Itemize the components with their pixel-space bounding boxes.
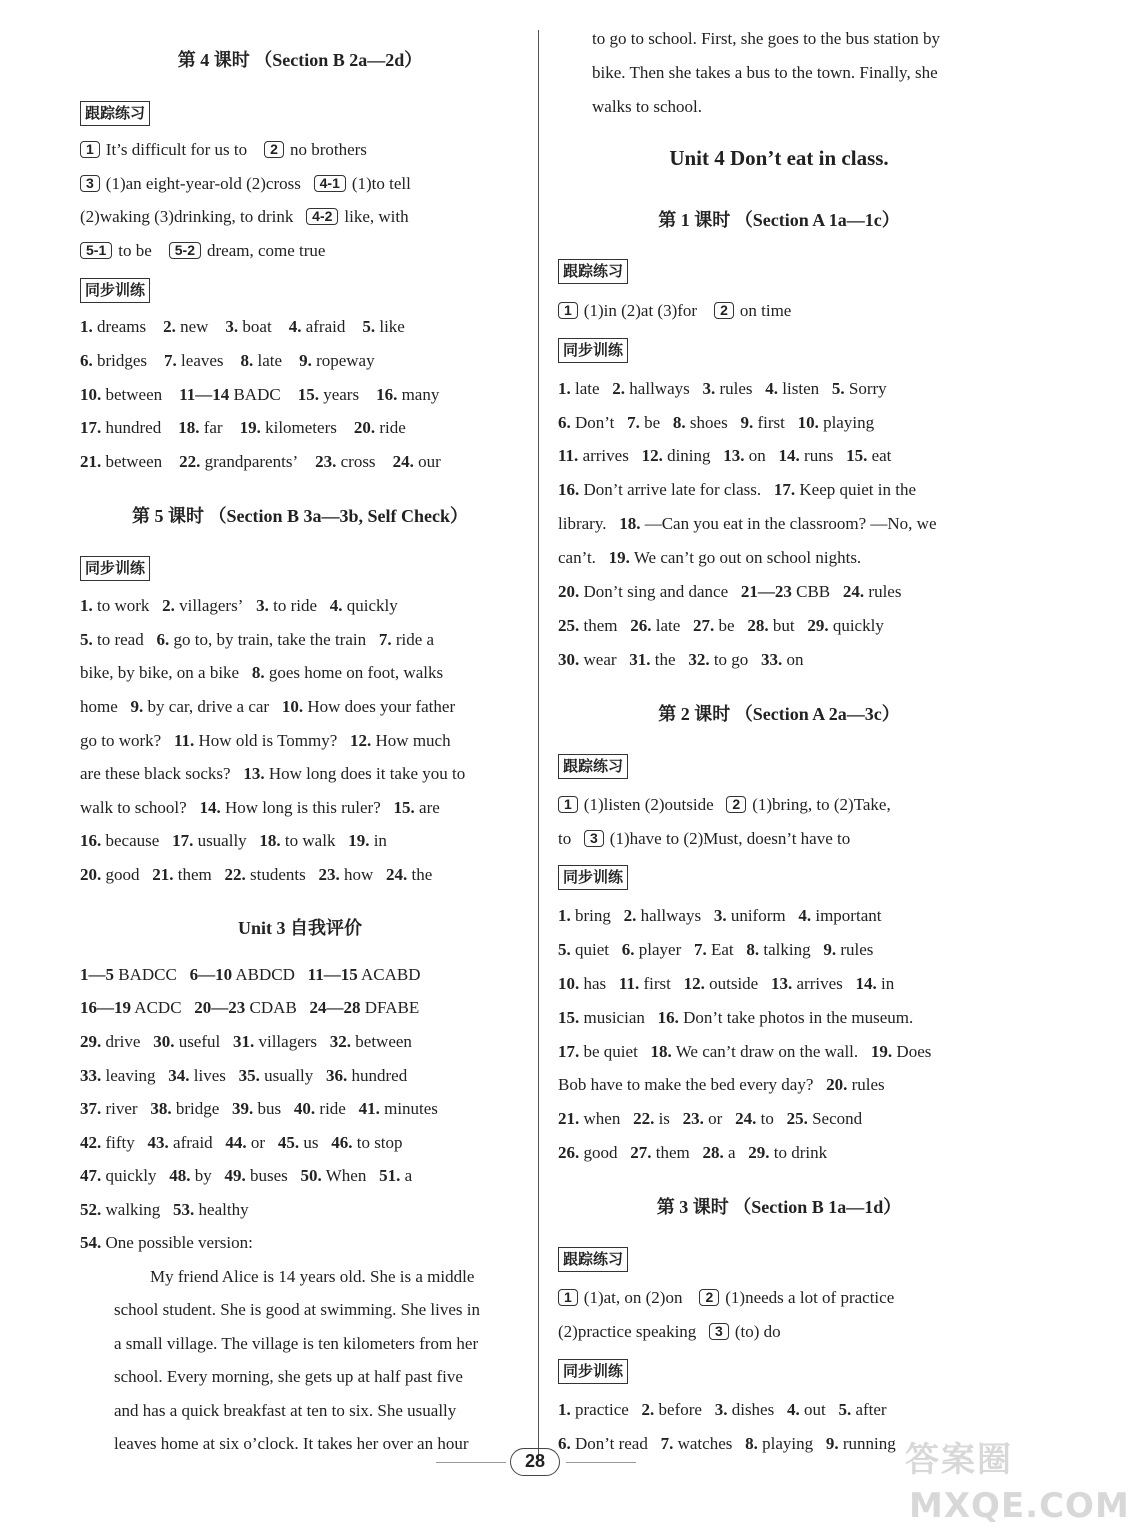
item-number: 24. (386, 865, 408, 884)
answer-line (80, 350, 375, 372)
item-number: 24. (842, 582, 865, 601)
item-number: 31. (629, 650, 651, 669)
answer-line (558, 794, 891, 816)
item-number: 23. (318, 865, 340, 884)
item-number: 12. (641, 446, 663, 465)
answer-line (558, 828, 850, 850)
item-number: 12. (683, 974, 705, 993)
item-number: 10. (797, 413, 819, 432)
item-number: 47. (80, 1166, 102, 1185)
answer-text: ropeway (316, 351, 375, 370)
column-divider (538, 30, 539, 1460)
item-number: 18. (178, 418, 200, 437)
item-number: 11—14 (179, 385, 230, 404)
answer-line (80, 173, 411, 195)
answer-text: like (379, 317, 405, 336)
item-number: 24. (392, 452, 414, 471)
essay-line: walks to school. (592, 97, 703, 116)
item-number: 16. (80, 831, 102, 850)
answer-text: many (401, 385, 440, 404)
item-number: 48. (169, 1166, 191, 1185)
answer-line (80, 417, 406, 439)
item-number: 5. (362, 317, 376, 336)
item-number: 5. (838, 1400, 852, 1419)
item-number: 29. (748, 1143, 770, 1162)
item-number: 20. (80, 865, 102, 884)
item-number: 19. (608, 548, 630, 567)
answer-line: 5. to read 6. go to, by train, take the train 7. ride a (80, 630, 435, 649)
item-number: 22. (633, 1109, 655, 1128)
answer-text: our (418, 452, 441, 471)
item-number-box: 2 (699, 1289, 719, 1306)
item-number: 1. (558, 1400, 571, 1419)
answer-line: 54. One possible version: (80, 1233, 253, 1252)
answer-text: bridges (97, 351, 148, 370)
answer-line (80, 316, 405, 338)
item-number: 49. (224, 1166, 246, 1185)
answer-line: 1—5 BADCC 6—10 ABDCD 11—15 ACABD (80, 965, 421, 984)
item-number: 22. (179, 452, 201, 471)
answer-text: new (180, 317, 209, 336)
answer-text: (1)have to (2)Must, doesn’t have to (609, 829, 851, 848)
lesson-4-heading: 第 4 课时 （Section B 2a—2d） (177, 50, 423, 70)
item-number: 10. (80, 385, 102, 404)
answer-line: 16—19 ACDC 20—23 CDAB 24—28 DFABE (80, 998, 420, 1017)
answer-line: home 9. by car, drive a car 10. How does your father (80, 697, 456, 716)
item-number: 15. (393, 798, 415, 817)
answer-text: years (323, 385, 360, 404)
answer-text: hundred (105, 418, 162, 437)
item-number: 29. (807, 616, 829, 635)
item-number: 23. (315, 452, 337, 471)
answer-line: 15. musician 16. Don’t take photos in the museum. (558, 1008, 914, 1027)
answer-text: between (105, 385, 163, 404)
answer-text: no brothers (289, 140, 367, 159)
answer-line (558, 1321, 781, 1343)
item-number: 24—28 (309, 998, 361, 1017)
answer-line: 17. be quiet 18. We can’t draw on the wall. 19. Does (558, 1042, 932, 1061)
item-number: 5. (831, 379, 845, 398)
item-number: 40. (293, 1099, 316, 1118)
item-number: 3. (225, 317, 239, 336)
item-number: 30. (558, 650, 580, 669)
answer-line: 1. bring 2. hallways 3. uniform 4. important (558, 906, 882, 925)
item-number-box: 2 (726, 796, 746, 813)
item-number: 32. (329, 1032, 352, 1051)
answer-line: bike, by bike, on a bike 8. goes home on foot, walks (80, 663, 444, 682)
unit-4-title: Unit 4 Don’t eat in class. (669, 146, 889, 170)
answer-line: library. 18. —Can you eat in the classroom? —No, we (558, 514, 937, 533)
answer-text: (1)at, on (2)on (583, 1288, 683, 1307)
answer-line: 30. wear 31. the 32. to go 33. on (558, 650, 804, 669)
tag-tracking-practice: 跟踪练习 (558, 1247, 628, 1272)
item-number: 15. (846, 446, 868, 465)
answer-line (558, 1287, 894, 1309)
item-number: 51. (379, 1166, 401, 1185)
item-number: 28. (747, 616, 769, 635)
answer-line: 21. when 22. is 23. or 24. to 25. Second (558, 1109, 863, 1128)
answer-text: kilometers (265, 418, 337, 437)
answer-line: 37. river 38. bridge 39. bus 40. ride 41. minutes (80, 1099, 438, 1118)
item-number: 14. (855, 974, 877, 993)
item-number: 9. (299, 351, 312, 370)
item-number: 6. (621, 940, 635, 959)
item-number: 35. (238, 1066, 260, 1085)
item-number: 46. (331, 1133, 353, 1152)
item-number: 27. (630, 1143, 652, 1162)
answer-line: can’t. 19. We can’t go out on school nights. (558, 548, 862, 567)
essay-line: My friend Alice is 14 years old. She is a middle (150, 1267, 475, 1286)
item-number: 3. (256, 596, 269, 615)
item-number: 37. (80, 1099, 102, 1118)
item-number: 8. (251, 663, 265, 682)
answer-text: BADC (233, 385, 281, 404)
tag-sync-training: 同步训练 (558, 338, 628, 363)
tag-tracking-practice: 跟踪练习 (558, 754, 628, 779)
answer-text: dreams (97, 317, 147, 336)
item-number: 18. (619, 514, 641, 533)
item-number: 12. (350, 731, 372, 750)
item-number: 16—19 (80, 998, 131, 1017)
lesson-2-heading: 第 2 课时 （Section A 2a—3c） (658, 704, 900, 724)
item-number: 21. (558, 1109, 580, 1128)
item-number-box: 1 (80, 141, 100, 158)
answer-text: far (203, 418, 223, 437)
item-number: 24. (735, 1109, 757, 1128)
answer-line (558, 300, 791, 322)
item-number: 26. (630, 616, 652, 635)
item-number: 22. (224, 865, 246, 884)
item-number: 25. (558, 616, 580, 635)
answer-text: leaves (181, 351, 224, 370)
item-number: 4. (329, 596, 343, 615)
item-number: 6. (558, 1434, 571, 1453)
item-number: 20. (558, 582, 580, 601)
answer-line: 52. walking 53. healthy (80, 1200, 249, 1219)
answer-line: 20. Don’t sing and dance 21—23 CBB 24. rules (558, 582, 902, 601)
item-number: 20. (826, 1075, 848, 1094)
answer-line: are these black socks? 13. How long does it take you to (80, 764, 466, 783)
item-number: 18. (650, 1042, 672, 1061)
item-number-box: 4-2 (306, 208, 338, 225)
item-number-box: 2 (714, 302, 734, 319)
tag-tracking-practice: 跟踪练习 (80, 101, 150, 126)
page-number: 28 (510, 1448, 560, 1476)
answer-line (80, 384, 439, 406)
item-number: 41. (358, 1099, 380, 1118)
item-number: 8. (672, 413, 686, 432)
item-number-box: 3 (80, 175, 100, 192)
answer-text: (1)to tell (351, 174, 411, 193)
item-number: 39. (232, 1099, 254, 1118)
item-number: 8. (240, 351, 254, 370)
item-number: 11. (618, 974, 640, 993)
answer-text: afraid (305, 317, 346, 336)
tag-sync-training: 同步训练 (558, 865, 628, 890)
item-number: 16. (558, 480, 580, 499)
item-number: 14. (199, 798, 221, 817)
item-number: 9. (740, 413, 754, 432)
item-number: 10. (281, 697, 304, 716)
watermark-text: 答案圈 (905, 1440, 1013, 1480)
answer-text: boat (242, 317, 272, 336)
item-number: 2. (641, 1400, 655, 1419)
item-number: 6. (558, 413, 571, 432)
item-number-box: 5-2 (169, 242, 201, 259)
item-number-box: 5-1 (80, 242, 112, 259)
answer-text: (1)in (2)at (3)for (583, 301, 698, 320)
item-number: 11. (173, 731, 195, 750)
item-number: 2. (163, 317, 176, 336)
item-number: 45. (277, 1133, 300, 1152)
answer-text: (1)bring, to (2)Take, (752, 795, 891, 814)
item-number: 2. (612, 379, 626, 398)
essay-line: leaves home at six o’clock. It takes her over an hour (114, 1434, 469, 1453)
answer-text: to be (118, 241, 152, 260)
lesson-5-heading: 第 5 课时 （Section B 3a—3b, Self Check） (131, 506, 468, 526)
answer-line (80, 240, 325, 262)
answer-line: 11. arrives 12. dining 13. on 14. runs 15. eat (558, 446, 892, 465)
item-number: 44. (225, 1133, 247, 1152)
item-number: 15. (297, 385, 319, 404)
lesson-3-heading: 第 3 课时 （Section B 1a—1d） (656, 1197, 902, 1217)
item-number: 6—10 (189, 965, 233, 984)
answer-text: (1)needs a lot of practice (725, 1288, 895, 1307)
item-number: 7. (660, 1434, 674, 1453)
answer-text: like, with (344, 207, 409, 226)
answer-line: 42. fifty 43. afraid 44. or 45. us 46. to stop (80, 1133, 403, 1152)
answer-line: 1. late 2. hallways 3. rules 4. listen 5. Sorry (558, 379, 887, 398)
item-number: 2. (162, 596, 175, 615)
answer-line: 6. Don’t read 7. watches 8. playing 9. running (558, 1434, 896, 1453)
essay-line: bike. Then she takes a bus to the town. Finally, she (592, 63, 938, 82)
item-number: 43. (147, 1133, 169, 1152)
essay-line: to go to school. First, she goes to the bus station by (592, 29, 941, 48)
tag-sync-training: 同步训练 (80, 556, 150, 581)
item-number-box: 3 (709, 1323, 729, 1340)
item-number: 38. (150, 1099, 172, 1118)
item-number: 50. (300, 1166, 322, 1185)
item-number: 3. (702, 379, 716, 398)
item-number: 28. (702, 1143, 724, 1162)
item-number: 2. (623, 906, 637, 925)
answer-line: 16. because 17. usually 18. to walk 19. in (80, 831, 387, 850)
item-number: 9. (825, 1434, 839, 1453)
answer-text: dream, come true (207, 241, 326, 260)
answer-line: 1. practice 2. before 3. dishes 4. out 5. after (558, 1400, 887, 1419)
essay-line: and has a quick breakfast at ten to six. She usually (114, 1401, 457, 1420)
tag-tracking-practice: 跟踪练习 (558, 259, 628, 284)
item-number: 7. (164, 351, 177, 370)
item-number: 11. (558, 446, 579, 465)
item-number: 19. (348, 831, 370, 850)
answer-line: 1. to work 2. villagers’ 3. to ride 4. quickly (80, 596, 398, 615)
item-number: 11—15 (307, 965, 358, 984)
answer-line: go to work? 11. How old is Tommy? 12. How much (80, 731, 451, 750)
item-number: 52. (80, 1200, 102, 1219)
item-number: 18. (259, 831, 281, 850)
page-number-ornament-left (436, 1462, 506, 1463)
item-number: 6. (80, 351, 93, 370)
answer-line (80, 451, 441, 473)
answer-line: 5. quiet 6. player 7. Eat 8. talking 9. rules (558, 940, 874, 959)
item-number-box: 2 (264, 141, 284, 158)
item-number: 25. (786, 1109, 808, 1128)
item-number: 3. (714, 1400, 728, 1419)
item-number: 15. (558, 1008, 580, 1027)
item-number: 26. (558, 1143, 580, 1162)
item-number: 21. (152, 865, 174, 884)
item-number: 53. (173, 1200, 195, 1219)
item-number: 19. (239, 418, 261, 437)
item-number: 54. (80, 1233, 102, 1252)
item-number: 4. (786, 1400, 800, 1419)
item-number: 3. (713, 906, 727, 925)
item-number: 1. (558, 379, 571, 398)
item-number-box: 1 (558, 1289, 578, 1306)
item-number: 7. (627, 413, 640, 432)
item-number: 17. (558, 1042, 580, 1061)
answer-line: Bob have to make the bed every day? 20. rules (558, 1075, 885, 1094)
answer-text: ride (379, 418, 406, 437)
item-number: 4. (798, 906, 812, 925)
item-number: 30. (153, 1032, 175, 1051)
answer-text: (to) do (734, 1322, 781, 1341)
item-number: 42. (80, 1133, 102, 1152)
answer-line: 26. good 27. them 28. a 29. to drink (558, 1143, 828, 1162)
answer-line: 33. leaving 34. lives 35. usually 36. hundred (80, 1066, 408, 1085)
answer-text: (2)waking (3)drinking, to drink (80, 207, 294, 226)
item-number: 19. (870, 1042, 893, 1061)
essay-line: school student. She is good at swimming. She lives in (114, 1300, 480, 1319)
essay-line: school. Every morning, she gets up at half past five (114, 1367, 463, 1386)
item-number: 21. (80, 452, 102, 471)
answer-line: walk to school? 14. How long is this ruler? 15. are (80, 798, 440, 817)
item-number: 36. (326, 1066, 348, 1085)
answer-line: 6. Don’t 7. be 8. shoes 9. first 10. playing (558, 413, 875, 432)
answer-line: 16. Don’t arrive late for class. 17. Keep quiet in the (558, 480, 917, 499)
item-number: 9. (823, 940, 837, 959)
answer-text: cross (340, 452, 376, 471)
item-number: 16. (376, 385, 398, 404)
answer-text: (1)listen (2)outside (583, 795, 714, 814)
item-number: 34. (168, 1066, 190, 1085)
item-number: 10. (558, 974, 580, 993)
item-number: 6. (156, 630, 170, 649)
item-number: 23. (682, 1109, 704, 1128)
item-number: 7. (693, 940, 707, 959)
item-number: 7. (378, 630, 392, 649)
answer-line (80, 206, 409, 228)
item-number: 4. (288, 317, 302, 336)
answer-text: late (257, 351, 283, 370)
item-number: 20—23 (194, 998, 246, 1017)
item-number: 1—5 (80, 965, 114, 984)
answer-line: 10. has 11. first 12. outside 13. arrives 14. in (558, 974, 895, 993)
answer-line: 25. them 26. late 27. be 28. but 29. quickly (558, 616, 884, 635)
item-number: 17. (172, 831, 194, 850)
answer-line: 20. good 21. them 22. students 23. how 24. the (80, 865, 433, 884)
item-number-box: 4-1 (314, 175, 346, 192)
item-number: 16. (657, 1008, 679, 1027)
item-number: 1. (80, 317, 93, 336)
answer-line: 29. drive 30. useful 31. villagers 32. between (80, 1032, 412, 1051)
watermark-url: MXQE.COM (909, 1486, 1130, 1526)
essay-line: a small village. The village is ten kilometers from her (114, 1334, 479, 1353)
item-number: 8. (746, 940, 760, 959)
answer-line: 47. quickly 48. by 49. buses 50. When 51. a (80, 1166, 413, 1185)
answer-text: to (558, 829, 572, 848)
answer-text: It’s difficult for us to (105, 140, 248, 159)
item-number: 29. (80, 1032, 102, 1051)
item-number: 13. (770, 974, 793, 993)
item-number: 5. (80, 630, 93, 649)
watermark (905, 1430, 1130, 1536)
item-number: 1. (80, 596, 93, 615)
item-number: 31. (232, 1032, 255, 1051)
item-number: 4. (765, 379, 779, 398)
item-number: 13. (243, 764, 265, 783)
item-number-box: 1 (558, 796, 578, 813)
item-number: 1. (558, 906, 571, 925)
answer-line (80, 139, 367, 161)
item-number: 17. (773, 480, 796, 499)
answer-text: between (105, 452, 163, 471)
answer-text: grandparents’ (204, 452, 299, 471)
tag-sync-training: 同步训练 (80, 278, 150, 303)
answer-text: on time (739, 301, 792, 320)
answer-text: (2)practice speaking (558, 1322, 697, 1341)
item-number: 33. (761, 650, 783, 669)
lesson-1-heading: 第 1 课时 （Section A 1a—1c） (658, 210, 900, 230)
item-number: 27. (693, 616, 715, 635)
item-number: 21—23 (740, 582, 792, 601)
item-number: 14. (778, 446, 800, 465)
item-number: 17. (80, 418, 102, 437)
tag-sync-training: 同步训练 (558, 1359, 628, 1384)
answer-text: (1)an eight-year-old (2)cross (105, 174, 301, 193)
item-number: 5. (558, 940, 571, 959)
item-number: 8. (745, 1434, 758, 1453)
item-number: 13. (723, 446, 745, 465)
item-number-box: 1 (558, 302, 578, 319)
unit-3-self-assessment-heading: Unit 3 自我评价 (237, 918, 362, 938)
item-number: 33. (80, 1066, 102, 1085)
item-number: 9. (130, 697, 144, 716)
item-number: 32. (688, 650, 710, 669)
item-number-box: 3 (584, 830, 604, 847)
page-number-ornament-right (566, 1462, 636, 1463)
item-number: 20. (353, 418, 376, 437)
